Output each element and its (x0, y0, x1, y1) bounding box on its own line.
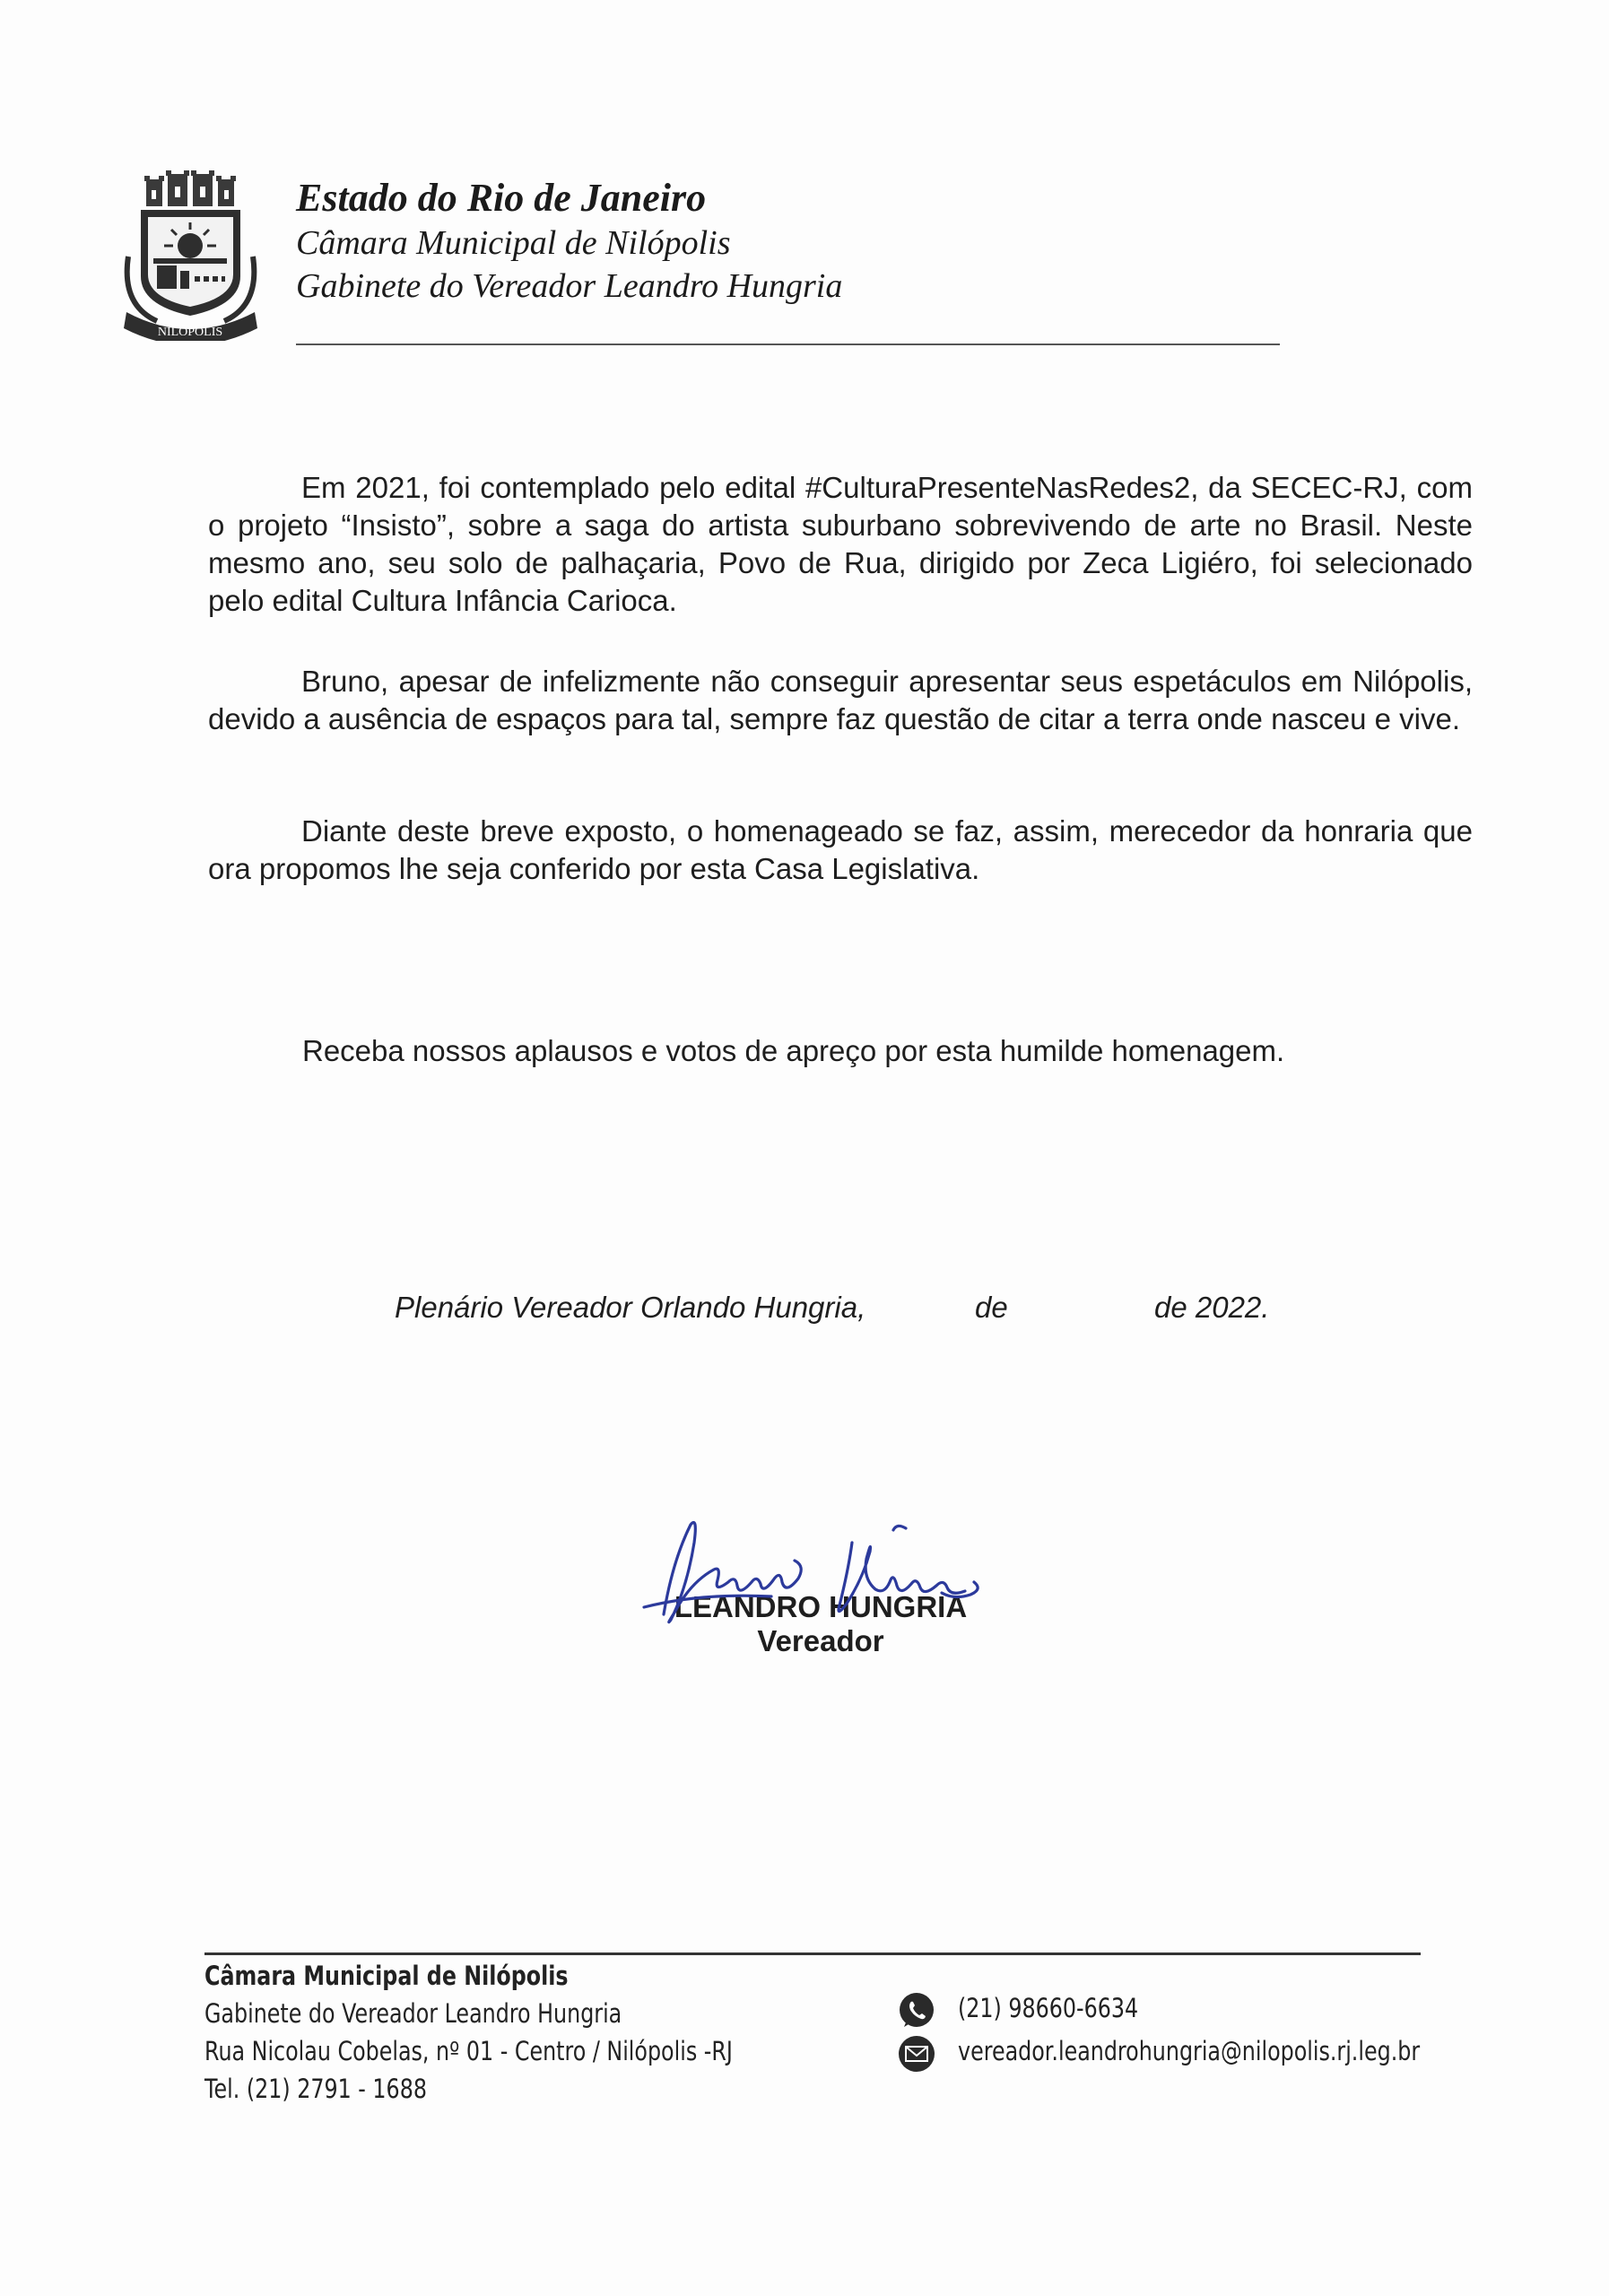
header-divider (296, 344, 1280, 345)
header-chamber: Câmara Municipal de Nilópolis (296, 224, 731, 262)
email-icon (897, 2034, 936, 2074)
handwritten-signature (628, 1507, 1013, 1632)
signer-name: LEANDRO HUNGRIA (674, 1590, 968, 1623)
footer-telephone: Tel. (21) 2791 - 1688 (204, 2074, 427, 2104)
footer-title: Câmara Municipal de Nilópolis (204, 1961, 569, 1991)
signer-role: Vereador (757, 1624, 884, 1657)
footer-divider (204, 1952, 1421, 1955)
whatsapp-number: (21) 98660-6634 (958, 1993, 1139, 2023)
footer-address-block (204, 1957, 733, 2108)
whatsapp-icon (897, 1991, 936, 2031)
paragraph-1 (208, 469, 1473, 620)
paragraph-3-text: Diante deste breve exposto, o homenageado se faz, assim, merecedor da honraria que ora propomos lhe seja conferido por esta Casa Legislativa. (208, 814, 1473, 885)
paragraph-2-text: Bruno, apesar de infelizmente não conseguir apresentar seus espetáculos em Nilópolis, devido a ausência de espaços para tal, sempre faz questão de citar a terra onde nasceu e vive. (208, 665, 1473, 735)
footer-address: Rua Nicolau Cobelas, nº 01 - Centro / Nilópolis -RJ (204, 2036, 733, 2066)
paragraph-3 (208, 813, 1473, 888)
closing-line: Receba nossos aplausos e votos de apreço por esta humilde homenagem. (302, 1034, 1285, 1067)
date-de-text: de (975, 1291, 1008, 1324)
paragraph-1-text: Em 2021, foi contemplado pelo edital #CulturaPresenteNasRedes2, da SECEC-RJ, com o projeto “Insisto”, sobre a saga do artista suburbano sobrevivendo de arte no Brasil. Neste mesmo ano, seu solo de palhaçaria, Povo de Rua, dirigido por Zeca Ligiéro, foi selecionado pelo edital Cultura Infância Carioca. (208, 471, 1473, 617)
header-office: Gabinete do Vereador Leandro Hungria (296, 267, 843, 305)
email-address[interactable]: vereador.leandrohungria@nilopolis.rj.leg.br (958, 2036, 1421, 2066)
header-state: Estado do Rio de Janeiro (296, 176, 707, 220)
letterhead (296, 175, 842, 308)
paragraph-2 (208, 663, 1473, 738)
municipal-crest-icon (121, 170, 260, 341)
crest-banner-text: NILÓPOLIS (157, 326, 223, 339)
date-year-text: de 2022. (1154, 1291, 1270, 1324)
place-text: Plenário Vereador Orlando Hungria, (395, 1291, 866, 1324)
footer-office: Gabinete do Vereador Leandro Hungria (204, 1998, 622, 2029)
